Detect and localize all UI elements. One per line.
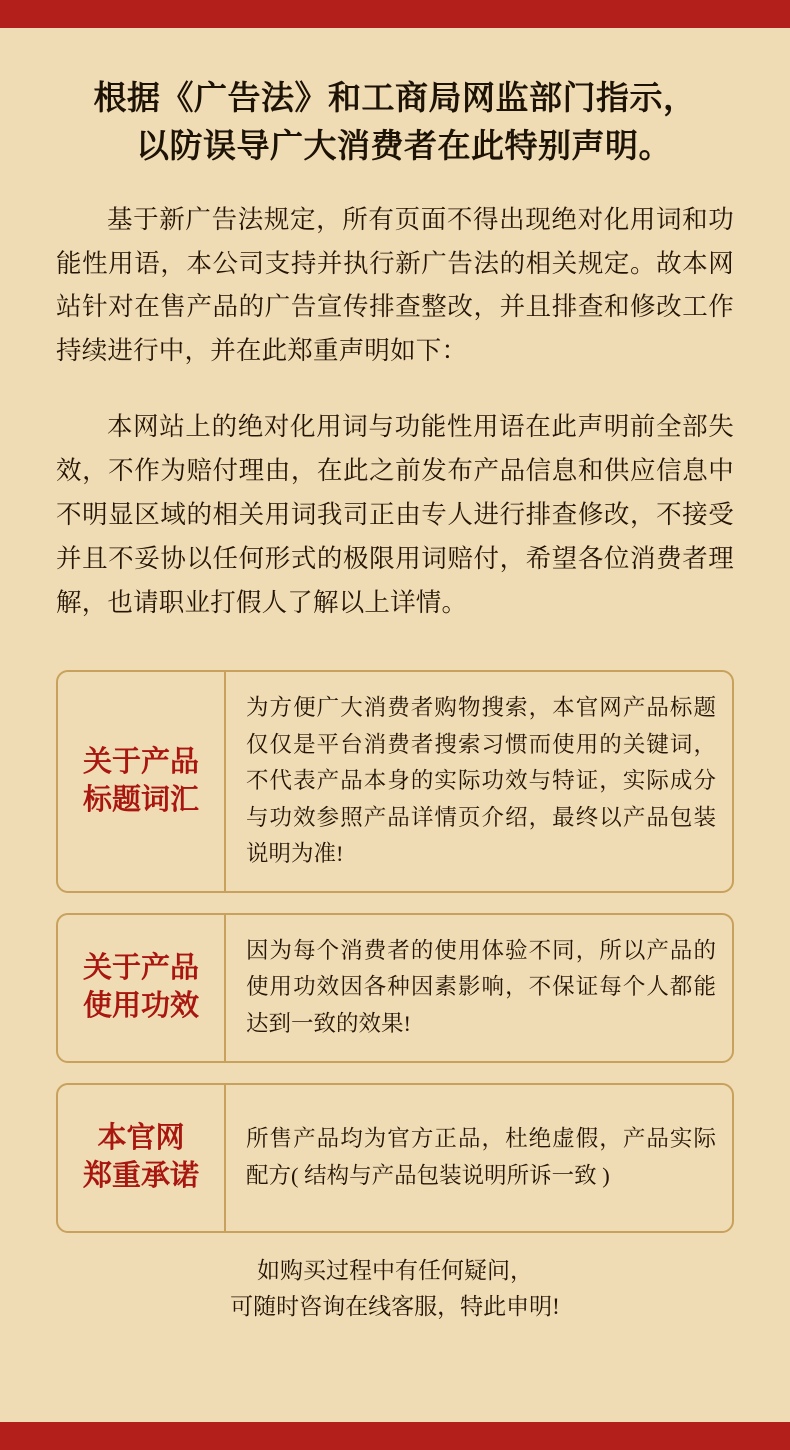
statement-panel bbox=[0, 28, 790, 1422]
card-body-official-promise bbox=[226, 1085, 732, 1231]
card-label-line-2: 郑重承诺 bbox=[82, 1159, 199, 1192]
card-official-promise bbox=[56, 1083, 734, 1233]
card-product-efficacy bbox=[56, 913, 734, 1063]
footer-note bbox=[56, 1253, 734, 1327]
card-body-text: 因为每个消费者的使用体验不同，所以产品的使用功效因各种因素影响，不保证每个人都能达到一致的效果! bbox=[246, 937, 716, 1036]
card-label-line-1: 关于产品 bbox=[82, 951, 199, 984]
card-body-product-efficacy bbox=[226, 915, 732, 1061]
card-body-product-title-terms bbox=[226, 672, 732, 890]
card-label-product-title-terms bbox=[58, 672, 226, 890]
statement-paragraph-1: 基于新广告法规定，所有页面不得出现绝对化用词和功能性用语，本公司支持并执行新广告法的相关规定。故本网站针对在售产品的广告宣传排查整改，并且排查和修改工作持续进行中，并在此郑重声明如下： bbox=[56, 204, 734, 366]
card-label-product-efficacy bbox=[58, 915, 226, 1061]
card-list bbox=[56, 670, 734, 1232]
card-label-official-promise bbox=[58, 1085, 226, 1231]
card-label-line-2: 使用功效 bbox=[82, 989, 199, 1022]
card-label-line-1: 本官网 bbox=[97, 1121, 185, 1154]
top-frame-bar bbox=[0, 0, 790, 28]
page-title bbox=[56, 28, 734, 172]
card-label-line-1: 关于产品 bbox=[82, 745, 199, 778]
page-title-line-1: 根据《广告法》和工商局网监部门指示， bbox=[93, 81, 697, 117]
bottom-frame-bar bbox=[0, 1422, 790, 1450]
card-body-text: 为方便广大消费者购物搜索，本官网产品标题仅仅是平台消费者搜索习惯而使用的关键词，不代表产品本身的实际功效与特证，实际成分与功效参照产品详情页介绍，最终以产品包装说明为准! bbox=[246, 695, 716, 867]
card-product-title-terms bbox=[56, 670, 734, 892]
card-body-text: 所售产品均为官方正品，杜绝虚假，产品实际配方( 结构与产品包装说明所诉一致 ) bbox=[246, 1126, 716, 1188]
page-title-line-2: 以防误导广大消费者在此特别声明。 bbox=[136, 128, 672, 165]
card-label-line-2: 标题词汇 bbox=[82, 783, 199, 816]
statement-paragraph-2: 本网站上的绝对化用词与功能性用语在此声明前全部失效，不作为赔付理由，在此之前发布产品信息和供应信息中不明显区域的相关用词我司正由专人进行排查修改，不接受并且不妥协以任何形式的极限用词赔付，希望各位消费者理解，也请职业打假人了解以上详情。 bbox=[56, 412, 734, 617]
footer-line-1: 如购买过程中有任何疑问， bbox=[257, 1257, 533, 1283]
footer-line-2: 可随时咨询在线客服，特此申明! bbox=[230, 1294, 560, 1320]
